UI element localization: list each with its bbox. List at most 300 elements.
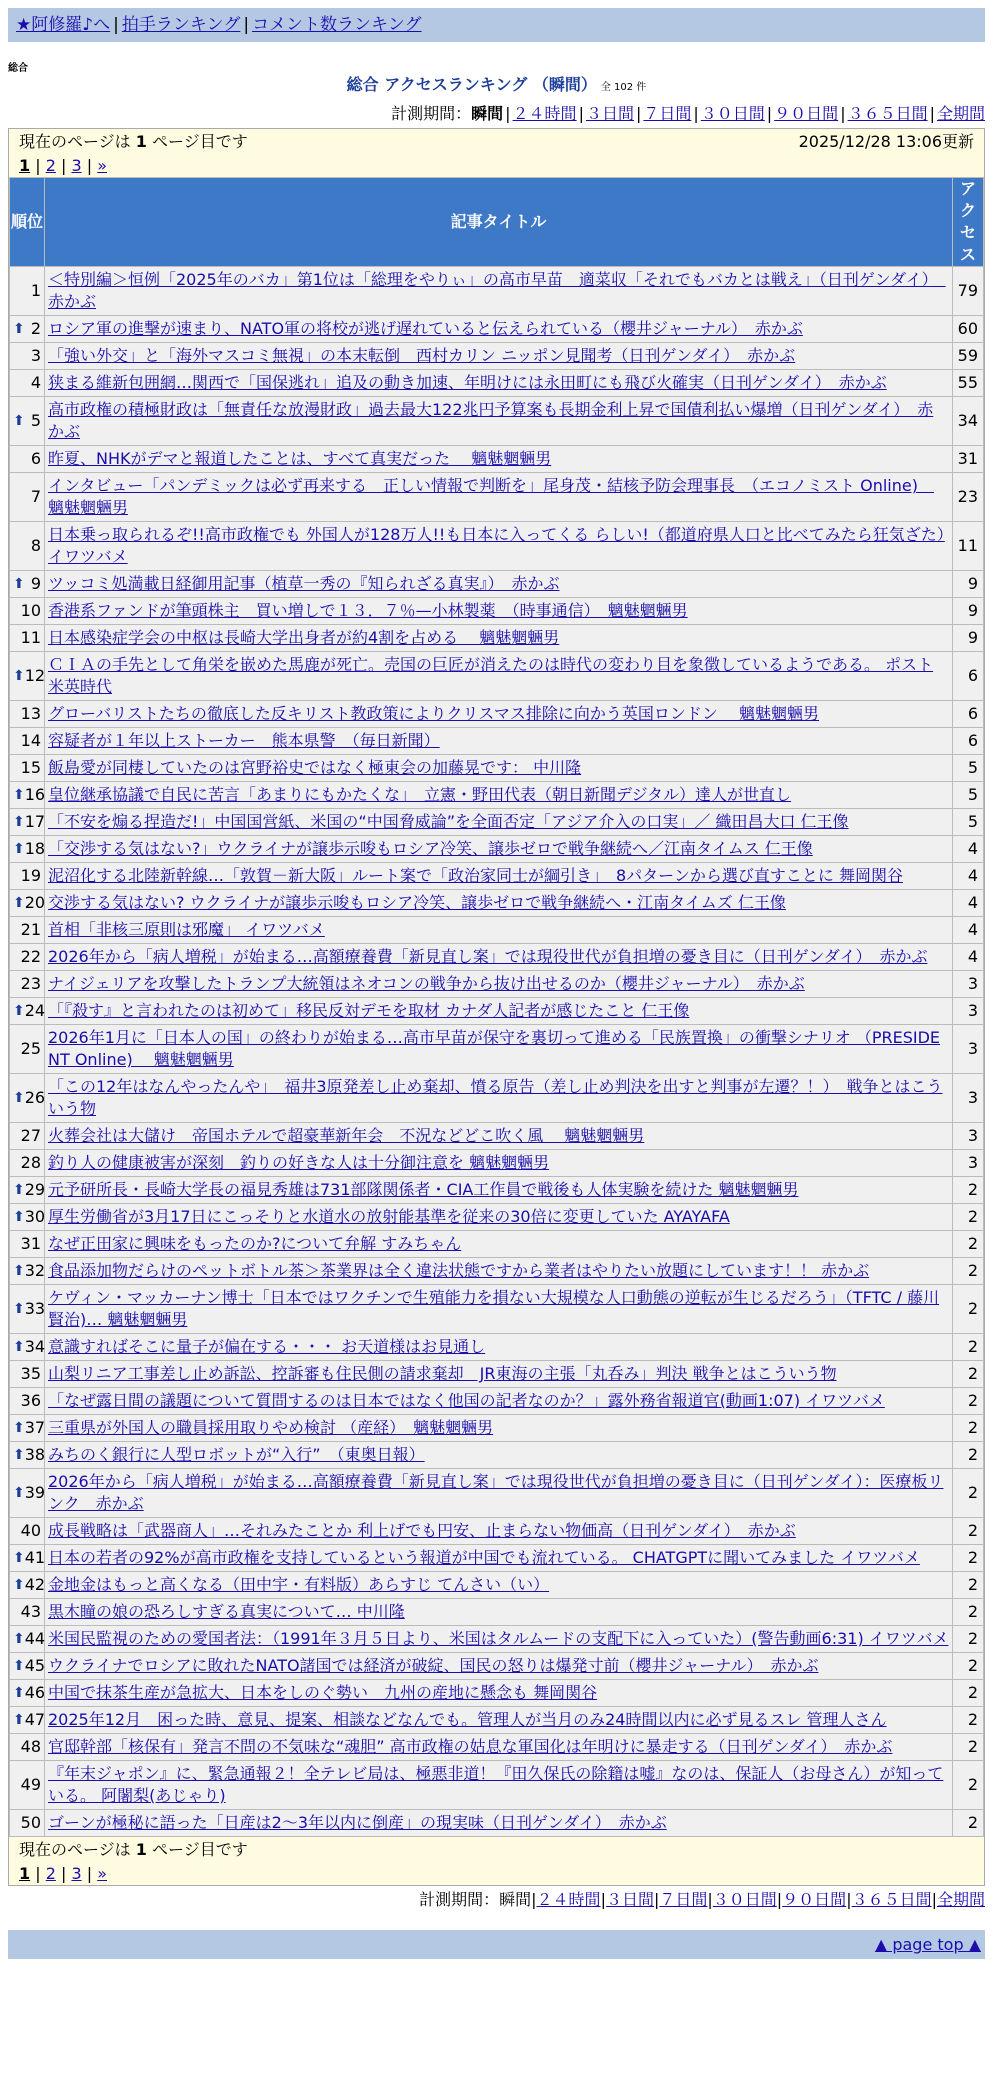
title-cell	[45, 473, 952, 521]
access-count: 3	[953, 971, 983, 997]
title-cell	[45, 809, 952, 835]
up-arrow-icon: ⬆	[13, 1263, 25, 1279]
access-count: 2	[953, 1626, 983, 1652]
article-link[interactable]: 官邸幹部「核保有」発言不問の不気味な“魂胆” 高市政権の姑息な軍国化は年明けに暴走する（日刊ゲンダイ） 赤かぶ	[48, 1737, 893, 1756]
title-cell	[45, 1761, 952, 1809]
article-link[interactable]: 「交渉する気はない?」ウクライナが譲歩示唆もロシア冷笑、譲歩ゼロで戦争継続へ／江南タイムス 仁王像	[48, 839, 813, 858]
article-link[interactable]: 元予研所長・長崎大学長の福見秀雄は731部隊関係者・CIA工作員で戦後も人体実験を続けた 魑魅魍魎男	[48, 1180, 799, 1199]
rank-number: 40	[20, 1521, 41, 1540]
rank-number: 12	[24, 666, 46, 685]
rank-cell	[10, 1415, 44, 1441]
access-count: 2	[953, 1361, 983, 1387]
rank-number: 46	[24, 1683, 46, 1702]
rank-cell	[10, 1177, 44, 1203]
rank-cell	[10, 1572, 44, 1598]
pager-separator: |	[81, 156, 98, 175]
article-link[interactable]: 中国で抹茶生産が急拡大、日本をしのぐ勢い 九州の産地に懸念も 舞岡関谷	[48, 1683, 598, 1702]
table-row	[10, 755, 983, 781]
period-selector-top	[8, 102, 985, 126]
access-count: 2	[953, 1518, 983, 1544]
title-cell	[45, 522, 952, 570]
access-count: 6	[953, 701, 983, 727]
rank-number: 23	[20, 974, 41, 993]
rank-cell	[10, 473, 44, 521]
table-row	[10, 1150, 983, 1176]
article-link[interactable]: 交渉する気はない? ウクライナが譲歩示唆もロシア冷笑、譲歩ゼロで戦争継続へ・江南タイムズ 仁王像	[48, 893, 786, 912]
rank-cell	[10, 809, 44, 835]
up-arrow-icon: ⬆	[13, 1301, 25, 1317]
access-count: 31	[953, 446, 983, 472]
article-link[interactable]: なぜ正田家に興味をもったのか?について弁解 すみちゃん	[48, 1234, 462, 1253]
article-link[interactable]: 火葬会社は大儲け 帝国ホテルで超豪華新年会 不況などどこ吹く風 魑魅魍魎男	[48, 1126, 645, 1145]
up-arrow-icon: ⬆	[13, 841, 25, 857]
up-arrow-icon: ⬆	[13, 1182, 25, 1198]
period-separator: |	[707, 1890, 713, 1909]
period-selector-bottom	[8, 1888, 985, 1912]
article-link[interactable]: 2026年1月に「日本人の国」の終わりが始まる…高市早苗が保守を裏切って進める「民族置換」の衝撃シナリオ （PRESIDENT Online) 魑魅魍魎男	[48, 1028, 941, 1069]
article-link[interactable]: 昨夏、NHKがデマと報道したことは、すべて真実だった 魑魅魍魎男	[48, 449, 552, 468]
access-count: 3	[953, 1025, 983, 1073]
table-row	[10, 1285, 983, 1333]
period-option[interactable]: ２４時間	[536, 1890, 601, 1909]
title-cell	[45, 598, 952, 624]
rank-cell	[10, 1518, 44, 1544]
table-row	[10, 1334, 983, 1360]
table-row	[10, 809, 983, 835]
up-arrow-icon: ⬆	[13, 1003, 25, 1019]
article-link[interactable]: ゴーンが極秘に語った「日産は2〜3年以内に倒産」の現実味（日刊ゲンダイ） 赤かぶ	[48, 1813, 667, 1832]
table-row	[10, 1599, 983, 1625]
access-count: 79	[953, 267, 983, 315]
pager-bottom	[9, 1863, 984, 1885]
table-header-row	[10, 178, 983, 266]
article-link[interactable]: グローバリストたちの徹底した反キリスト教政策によりクリスマス排除に向かう英国ロンドン 魑魅魍魎男	[48, 704, 820, 723]
article-link[interactable]: 香港系ファンドが筆頭株主 買い増しで１３．７％—小林製薬 （時事通信） 魑魅魍魎男	[48, 601, 688, 620]
ranking-heading: 総合 アクセスランキング （瞬間）	[346, 75, 597, 94]
table-row	[10, 1680, 983, 1706]
up-arrow-icon: ⬆	[13, 895, 25, 911]
period-label: 計測期間：	[419, 1890, 500, 1909]
article-link[interactable]: 首相「非核三原則は邪魔」 イワツバメ	[48, 920, 325, 939]
rank-number: 7	[30, 487, 41, 506]
rank-cell	[10, 1361, 44, 1387]
article-link[interactable]: 意識すればそこに量子が偏在する・・・ お天道様はお見通し	[48, 1337, 486, 1356]
title-cell	[45, 1734, 952, 1760]
rank-cell	[10, 446, 44, 472]
table-row	[10, 944, 983, 970]
article-link[interactable]: 2025年12月 困った時、意見、提案、相談などなんでも。管理人が当月のみ24時間以内に必ず見るスレ 管理人さん	[48, 1710, 887, 1729]
pager-page-2[interactable]: 2	[45, 1864, 56, 1883]
title-cell	[45, 1653, 952, 1679]
period-option[interactable]: ３０日間	[700, 104, 765, 123]
access-count: 11	[953, 522, 983, 570]
rank-cell	[10, 1599, 44, 1625]
table-row	[10, 598, 983, 624]
rank-number: 48	[20, 1737, 41, 1756]
rank-number: 3	[30, 346, 41, 365]
article-link[interactable]: 三重県が外国人の職員採用取りやめ検討 （産経） 魑魅魍魎男	[48, 1418, 494, 1437]
rank-cell	[10, 863, 44, 889]
pager-page-3[interactable]: 3	[71, 1864, 82, 1883]
table-row	[10, 370, 983, 396]
up-arrow-icon: ⬆	[13, 668, 25, 684]
period-option[interactable]: ３日間	[585, 104, 634, 123]
column-access: アクセス	[953, 178, 983, 266]
article-link[interactable]: 「『殺す』と言われたのは初めて」移民反対デモを取材 カナダ人記者が感じたこと 仁王像	[48, 1001, 690, 1020]
rank-cell	[10, 1653, 44, 1679]
rank-cell	[10, 944, 44, 970]
access-count: 3	[953, 998, 983, 1024]
table-row	[10, 1518, 983, 1544]
rank-number: 25	[20, 1039, 41, 1058]
article-link[interactable]: 高市政権の積極財政は「無責任な放漫財政」過去最大122兆円予算案も長期金利上昇で国債利払い爆増（日刊ゲンダイ） 赤かぶ	[48, 400, 934, 441]
pager-page-2[interactable]: 2	[45, 156, 56, 175]
access-count: 2	[953, 1285, 983, 1333]
access-count: 3	[953, 1123, 983, 1149]
rank-cell	[10, 1258, 44, 1284]
article-link[interactable]: 容疑者が１年以上ストーカー 熊本県警 （毎日新聞）	[48, 731, 440, 750]
period-option[interactable]: ７日間	[643, 104, 692, 123]
article-link[interactable]: 飯島愛が同棲していたのは宮野裕史ではなく極東会の加藤晃です： 中川隆	[48, 758, 582, 777]
page-top-link[interactable]: ▲ page top ▲	[874, 1935, 981, 1954]
rank-number: 36	[20, 1391, 41, 1410]
title-cell	[45, 1204, 952, 1230]
access-count: 2	[953, 1415, 983, 1441]
rank-number: 1	[30, 281, 41, 300]
title-cell	[45, 571, 952, 597]
title-cell	[45, 998, 952, 1024]
article-link[interactable]: 「不安を煽る捏造だ!」中国国営紙、米国の“中国脅威論”を全面否定「アジア介入の口実」／ 織田昌大口 仁王像	[48, 812, 849, 831]
bottom-bar	[8, 1930, 985, 1959]
period-separator: |	[693, 104, 699, 123]
nav-link-asyura[interactable]: ★阿修羅♪へ	[16, 15, 111, 35]
article-link[interactable]: 金地金はもっと高くなる（田中宇・有料版）あらすじ てんさい（い）	[48, 1575, 550, 1594]
rank-cell	[10, 397, 44, 445]
title-cell	[45, 1258, 952, 1284]
title-cell	[45, 1626, 952, 1652]
nav-link-comment-ranking[interactable]: コメント数ランキング	[252, 15, 422, 35]
table-row	[10, 1415, 983, 1441]
top-nav-bar	[8, 8, 985, 42]
access-count: 2	[953, 1545, 983, 1571]
period-separator: |	[840, 104, 846, 123]
rank-number: 29	[24, 1180, 46, 1199]
title-cell	[45, 971, 952, 997]
rank-number: 28	[20, 1153, 41, 1172]
rank-number: 42	[24, 1575, 46, 1594]
rank-cell	[10, 728, 44, 754]
title-cell	[45, 863, 952, 889]
access-count: 3	[953, 1150, 983, 1176]
period-option[interactable]: 全期間	[936, 1890, 985, 1909]
period-option[interactable]: ３６５日間	[851, 1890, 932, 1909]
table-row	[10, 473, 983, 521]
table-row	[10, 971, 983, 997]
category-label: 総合	[8, 63, 28, 74]
table-row	[10, 1177, 983, 1203]
title-cell	[45, 1285, 952, 1333]
pager-separator: |	[55, 156, 72, 175]
rank-cell	[10, 1285, 44, 1333]
rank-cell	[10, 1734, 44, 1760]
access-count: 5	[953, 782, 983, 808]
access-count: 6	[953, 728, 983, 754]
title-cell	[45, 1810, 952, 1836]
pager-next[interactable]: »	[97, 1864, 107, 1883]
article-link[interactable]: ロシア軍の進撃が速まり、NATO軍の将校が逃げ遅れていると伝えられている（櫻井ジャーナル） 赤かぶ	[48, 319, 803, 338]
page-status-num: 1	[135, 132, 147, 151]
title-cell	[45, 1361, 952, 1387]
article-link[interactable]: 「この12年はなんやったんや」 福井3原発差し止め棄却、憤る原告（差し止め判決を出すと判事が左遷？！） 戦争とはこういう物	[48, 1077, 943, 1118]
access-count: 2	[953, 1653, 983, 1679]
rank-number: 47	[24, 1710, 46, 1729]
rank-cell	[10, 1626, 44, 1652]
nav-link-clap-ranking[interactable]: 拍手ランキング	[121, 15, 241, 35]
table-row	[10, 316, 983, 342]
article-link[interactable]: 黒木瞳の娘の恐ろしすぎる真実について… 中川隆	[48, 1602, 405, 1621]
period-separator: |	[846, 1890, 852, 1909]
period-option[interactable]: ２４時間	[512, 104, 577, 123]
access-count: 2	[953, 1204, 983, 1230]
period-separator: |	[600, 1890, 606, 1909]
period-option[interactable]: 全期間	[936, 104, 985, 123]
article-link[interactable]: みちのく銀行に人型ロボットが“入行” （東奥日報）	[48, 1445, 425, 1464]
article-link[interactable]: 釣り人の健康被害が深刻 釣りの好きな人は十分御注意を 魑魅魍魎男	[48, 1153, 550, 1172]
pager-top	[9, 155, 984, 177]
access-count: 4	[953, 944, 983, 970]
up-arrow-icon: ⬆	[13, 413, 25, 429]
period-separator: |	[931, 1890, 937, 1909]
rank-number: 32	[24, 1261, 46, 1280]
title-cell	[45, 1177, 952, 1203]
table-row	[10, 728, 983, 754]
table-row	[10, 1123, 983, 1149]
title-cell	[45, 316, 952, 342]
table-row	[10, 1361, 983, 1387]
article-link[interactable]: 日本乗っ取られるぞ!!高市政権でも 外国人が128万人!!も日本に入ってくる らしい!（都道府県人口と比べてみたら狂気ざた）イワツバメ	[48, 525, 945, 566]
title-cell	[45, 836, 952, 862]
access-count: 9	[953, 625, 983, 651]
pager-separator: |	[81, 1864, 98, 1883]
access-count: 2	[953, 1810, 983, 1836]
up-arrow-icon: ⬆	[13, 1658, 25, 1674]
article-link[interactable]: 米国民監視のための愛国者法：（1991年３月５日より、米国はタルムードの支配下に入っていた）(警告動画6:31) イワツバメ	[48, 1629, 949, 1648]
rank-number: 37	[24, 1418, 46, 1437]
period-separator: |	[531, 1890, 537, 1909]
rank-cell	[10, 701, 44, 727]
article-link[interactable]: 山梨リニア工事差し止め訴訟、控訴審も住民側の請求棄却 JR東海の主張「丸呑み」判決 戦争とはこういう物	[48, 1364, 837, 1383]
up-arrow-icon: ⬆	[13, 787, 25, 803]
rank-number: 44	[24, 1629, 46, 1648]
table-row	[10, 836, 983, 862]
up-arrow-icon: ⬆	[13, 814, 25, 830]
rank-number: 20	[24, 893, 46, 912]
article-link[interactable]: ウクライナでロシアに敗れたNATO諸国では経済が破綻、国民の怒りは爆発寸前（櫻井ジャーナル） 赤かぶ	[48, 1656, 819, 1675]
pager-separator: |	[55, 1864, 72, 1883]
access-count: 2	[953, 1388, 983, 1414]
up-arrow-icon: ⬆	[13, 1712, 25, 1728]
table-row	[10, 571, 983, 597]
table-row	[10, 343, 983, 369]
article-link[interactable]: ＣＩＡの手先として角栄を嵌めた馬鹿が死亡。売国の巨匠が消えたのは時代の変わり目を象徴しているようである。 ポスト米英時代	[48, 655, 934, 696]
period-option[interactable]: ７日間	[659, 1890, 708, 1909]
rank-number: 8	[30, 536, 41, 555]
title-cell	[45, 1334, 952, 1360]
access-count: 5	[953, 809, 983, 835]
pager-next[interactable]: »	[97, 156, 107, 175]
page-status-line	[9, 129, 984, 155]
rank-cell	[10, 522, 44, 570]
access-count: 59	[953, 343, 983, 369]
title-cell	[45, 1074, 952, 1122]
title-cell	[45, 1388, 952, 1414]
rank-number: 38	[24, 1445, 46, 1464]
rank-cell	[10, 370, 44, 396]
title-cell	[45, 1680, 952, 1706]
title-cell	[45, 625, 952, 651]
title-cell	[45, 728, 952, 754]
title-cell	[45, 1231, 952, 1257]
ranking-table	[9, 177, 984, 1837]
title-cell	[45, 701, 952, 727]
access-count: 4	[953, 890, 983, 916]
title-cell	[45, 890, 952, 916]
table-row	[10, 782, 983, 808]
rank-number: 45	[24, 1656, 46, 1675]
period-option: 瞬間	[471, 104, 504, 123]
title-cell	[45, 1545, 952, 1571]
article-link[interactable]: 狭まる維新包囲網…関西で「国保逃れ」追及の動き加速、年明けには永田町にも飛び火確実（日刊ゲンダイ） 赤かぶ	[48, 373, 887, 392]
access-count: 4	[953, 836, 983, 862]
page-status-post: ページ目です	[146, 132, 248, 151]
rank-number: 27	[20, 1126, 41, 1145]
period-option[interactable]: ３日間	[605, 1890, 654, 1909]
article-link[interactable]: ケヴィン・マッカーナン博士「日本ではワクチンで生殖能力を損ない大規模な人口動態の逆転が生じるだろう」（TFTC / 藤川賢治)… 魑魅魍魎男	[48, 1288, 940, 1329]
up-arrow-icon: ⬆	[13, 1090, 25, 1106]
table-row	[10, 397, 983, 445]
rank-number: 22	[20, 947, 41, 966]
rank-number: 11	[20, 628, 41, 647]
pager-separator: |	[30, 156, 46, 175]
period-label: 計測期間：	[391, 104, 472, 123]
period-option[interactable]: ９０日間	[774, 104, 839, 123]
access-count: 34	[953, 397, 983, 445]
rank-number: 30	[24, 1207, 46, 1226]
table-row	[10, 1572, 983, 1598]
rank-cell	[10, 1469, 44, 1517]
title-cell	[45, 755, 952, 781]
article-link[interactable]: ＜特別編＞恒例「2025年のバカ」第1位は「総理をやりぃ」の高市早苗 適菜収「それでもバカとは戦え」（日刊ゲンダイ） 赤かぶ	[48, 270, 946, 311]
rank-number: 24	[24, 1001, 46, 1020]
page-status-line-bottom	[9, 1837, 984, 1863]
rank-number: 13	[20, 704, 41, 723]
article-link[interactable]: 2026年から「病人増税」が始まる…高額療養費「新見直し案」では現役世代が負担増の憂き目に（日刊ゲンダイ）：医療板リンク 赤かぶ	[48, 1472, 944, 1513]
rank-number: 19	[20, 866, 41, 885]
rank-cell	[10, 316, 44, 342]
pager-page-1: 1	[19, 1864, 31, 1883]
access-count: 2	[953, 1231, 983, 1257]
ranking-box	[8, 128, 985, 1886]
rank-cell	[10, 1123, 44, 1149]
rank-cell	[10, 1204, 44, 1230]
up-arrow-icon: ⬆	[13, 1447, 25, 1463]
nav-separator: |	[243, 15, 250, 35]
title-cell	[45, 267, 952, 315]
title-cell	[45, 343, 952, 369]
article-link[interactable]: 日本の若者の92%が高市政権を支持しているという報道が中国でも流れている。 CHATGPTに聞いてみました イワツバメ	[48, 1548, 920, 1567]
article-link[interactable]: インタビュー「パンデミックは必ず再来する 正しい情報で判断を」尾身茂・結核予防会理事長 （エコノミスト Online) 魑魅魍魎男	[48, 476, 934, 517]
title-cell	[45, 917, 952, 943]
total-count: 全 102 件	[600, 82, 647, 93]
period-option[interactable]: ３０日間	[712, 1890, 777, 1909]
up-arrow-icon: ⬆	[13, 1550, 25, 1566]
article-link[interactable]: 成長戦略は「武器商人」…それみたことか 利上げでも円安、止まらない物価高（日刊ゲンダイ） 赤かぶ	[48, 1521, 796, 1540]
pager-page-3[interactable]: 3	[71, 156, 82, 175]
rank-number: 50	[20, 1813, 41, 1832]
rank-cell	[10, 343, 44, 369]
up-arrow-icon: ⬆	[13, 1420, 25, 1436]
article-link[interactable]: 2026年から「病人増税」が始まる…高額療養費「新見直し案」では現役世代が負担増の憂き目に（日刊ゲンダイ） 赤かぶ	[48, 947, 928, 966]
title-cell	[45, 782, 952, 808]
period-option[interactable]: ９０日間	[782, 1890, 847, 1909]
rank-cell	[10, 782, 44, 808]
title-cell	[45, 1707, 952, 1733]
updated-time: 2025/12/28 13:06更新	[798, 132, 974, 151]
rank-cell	[10, 1707, 44, 1733]
article-link[interactable]: 皇位継承協議で自民に苦言「あまりにもかたくな」 立憲・野田代表（朝日新聞デジタル）達人が世直し	[48, 785, 792, 804]
article-link[interactable]: 「強い外交」と「海外マスコミ無視」の本末転倒 西村カリン ニッポン見聞考（日刊ゲンダイ） 赤かぶ	[48, 346, 796, 365]
table-row	[10, 1074, 983, 1122]
page-status-post: ページ目です	[146, 1840, 248, 1859]
period-option[interactable]: ３６５日間	[847, 104, 928, 123]
table-row	[10, 1204, 983, 1230]
rank-cell	[10, 998, 44, 1024]
page-status	[19, 132, 248, 151]
article-link[interactable]: ナイジェリアを攻撃したトランプ大統領はネオコンの戦争から抜け出せるのか（櫻井ジャーナル） 赤かぶ	[48, 974, 805, 993]
period-separator: |	[776, 1890, 783, 1909]
access-count: 2	[953, 1469, 983, 1517]
table-row	[10, 625, 983, 651]
title-cell	[45, 944, 952, 970]
rank-cell	[10, 1545, 44, 1571]
access-count: 2	[953, 1761, 983, 1809]
up-arrow-icon: ⬆	[13, 1209, 25, 1225]
rank-number: 49	[20, 1775, 41, 1794]
access-count: 55	[953, 370, 983, 396]
rank-cell	[10, 1025, 44, 1073]
article-link[interactable]: ツッコミ処満載日経御用記事（植草一秀の『知られざる真実』） 赤かぶ	[48, 574, 560, 593]
ranking-heading-line	[8, 75, 985, 98]
article-link[interactable]: 泥沼化する北陸新幹線…「敦賀－新大阪」ルート案で「政治家同士が綱引き」 8パターンから選び直すことに 舞岡関谷	[48, 866, 903, 885]
access-count: 2	[953, 1177, 983, 1203]
table-row	[10, 1653, 983, 1679]
article-link[interactable]: 食品添加物だらけのペットボトル茶＞茶業界は全く違法状態ですから業者はやりたい放題にしています！！ 赤かぶ	[48, 1261, 870, 1280]
rank-number: 14	[20, 731, 41, 750]
table-row	[10, 890, 983, 916]
table-row	[10, 1442, 983, 1468]
title-cell	[45, 1415, 952, 1441]
period-separator: |	[766, 104, 773, 123]
rank-cell	[10, 836, 44, 862]
rank-cell	[10, 652, 44, 700]
rank-number: 41	[24, 1548, 46, 1567]
table-row	[10, 1258, 983, 1284]
article-link[interactable]: 厚生労働省が3月17日にこっそりと水道水の放射能基準を従来の30倍に変更していた AYAYAFA	[48, 1207, 730, 1226]
rank-number: 17	[24, 812, 46, 831]
article-link[interactable]: 『年末ジャポン』に、緊急通報２！全テレビ局は、極悪非道！『田久保氏の除籍は嘘』なのは、保証人（お母さん）が知っている。 阿闍梨(あじゃり)	[48, 1764, 944, 1805]
article-link[interactable]: 日本感染症学会の中枢は長崎大学出身者が約4割を占める 魑魅魍魎男	[48, 628, 560, 647]
article-link[interactable]: 「なぜ露日間の議題について質問するのは日本ではなく他国の記者なのか？」露外務省報道官(動画1:07) イワツバメ	[48, 1391, 885, 1410]
